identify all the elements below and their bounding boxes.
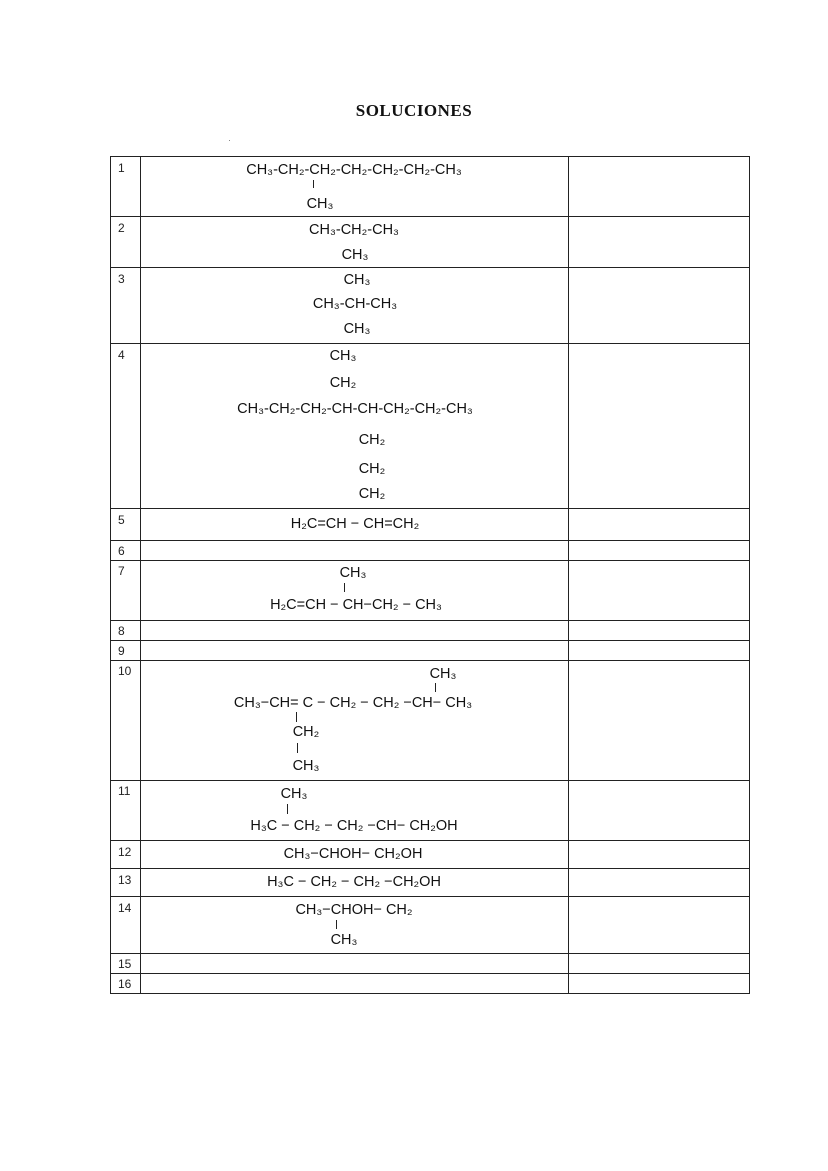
table-border-left <box>110 156 111 994</box>
bond-line <box>297 743 298 753</box>
row-divider <box>110 267 750 268</box>
formula-substituent: CH₂ <box>358 486 386 502</box>
formula-substituent: CH₃ <box>343 321 371 337</box>
formula-substituent: CH₂ <box>292 724 320 740</box>
formula-substituent: CH₃ <box>339 565 367 581</box>
row-number: 3 <box>118 272 125 286</box>
formula-main-chain: CH₃-CH₂-CH₃ <box>309 222 399 238</box>
bond-line <box>313 180 314 188</box>
formula-main-chain: H₃C − CH₂ − CH₂ −CH₂OH <box>267 874 441 890</box>
formula-substituent: CH₂ <box>329 375 357 391</box>
row-number: 9 <box>118 644 125 658</box>
row-divider <box>110 868 750 869</box>
row-number: 6 <box>118 544 125 558</box>
formula-substituent: CH₃ <box>330 932 358 948</box>
row-number: 5 <box>118 513 125 527</box>
column-divider <box>568 156 569 994</box>
formula-substituent: CH₃ <box>343 272 371 288</box>
row-divider <box>110 343 750 344</box>
row-divider <box>110 973 750 974</box>
bond-line <box>287 804 288 814</box>
formula-substituent: CH₃ <box>429 666 457 682</box>
row-number: 16 <box>118 977 132 991</box>
table-border-bottom <box>110 993 750 994</box>
row-number: 13 <box>118 873 132 887</box>
table-border-top <box>110 156 750 157</box>
formula-main-chain: H₂C=CH − CH=CH₂ <box>290 516 420 532</box>
formula-main-chain: CH₃−CHOH− CH₂OH <box>283 846 423 862</box>
formula-main-chain: CH₃−CH= C − CH₂ − CH₂ −CH− CH₃ <box>233 695 473 711</box>
row-divider <box>110 896 750 897</box>
bond-line <box>435 683 436 692</box>
row-number: 14 <box>118 901 132 915</box>
row-divider <box>110 840 750 841</box>
row-number: 12 <box>118 845 132 859</box>
row-divider <box>110 780 750 781</box>
row-number: 7 <box>118 564 125 578</box>
row-number: 11 <box>118 784 131 798</box>
formula-substituent: CH₃ <box>292 758 320 774</box>
row-divider <box>110 620 750 621</box>
row-divider <box>110 508 750 509</box>
formula-substituent: CH₃ <box>341 247 369 263</box>
formula-substituent: CH₃ <box>329 348 357 364</box>
formula-main-chain: CH₃-CH₂-CH₂-CH-CH-CH₂-CH₂-CH₃ <box>237 401 473 417</box>
row-number: 2 <box>118 221 125 235</box>
row-number: 10 <box>118 664 132 678</box>
row-number: 4 <box>118 348 125 362</box>
row-divider <box>110 660 750 661</box>
formula-substituent: CH₃ <box>306 196 334 212</box>
row-divider <box>110 953 750 954</box>
formula-substituent: CH₃ <box>280 786 308 802</box>
formula-main-chain: CH₃-CH₂-CH₂-CH₂-CH₂-CH₂-CH₃ <box>246 162 462 178</box>
page-title: SOLUCIONES <box>355 101 473 120</box>
bond-line <box>296 712 297 722</box>
bond-line <box>336 920 337 929</box>
table-border-right <box>749 156 750 994</box>
row-number: 1 <box>118 161 125 175</box>
formula-main-chain: H₂C=CH − CH−CH₂ − CH₃ <box>270 597 442 613</box>
formula-substituent: CH₂ <box>358 461 386 477</box>
formula-substituent: CH₂ <box>358 432 386 448</box>
column-divider <box>140 156 141 994</box>
formula-main-chain: CH₃−CHOH− CH₂ <box>295 902 413 918</box>
formula-main-chain: H₃C − CH₂ − CH₂ −CH− CH₂OH <box>250 818 458 834</box>
row-number: 8 <box>118 624 125 638</box>
bond-line <box>344 583 345 592</box>
row-number: 15 <box>118 957 132 971</box>
row-divider <box>110 540 750 541</box>
formula-main-chain: CH₃-CH-CH₃ <box>312 296 398 312</box>
row-divider <box>110 640 750 641</box>
row-divider <box>110 216 750 217</box>
row-divider <box>110 560 750 561</box>
